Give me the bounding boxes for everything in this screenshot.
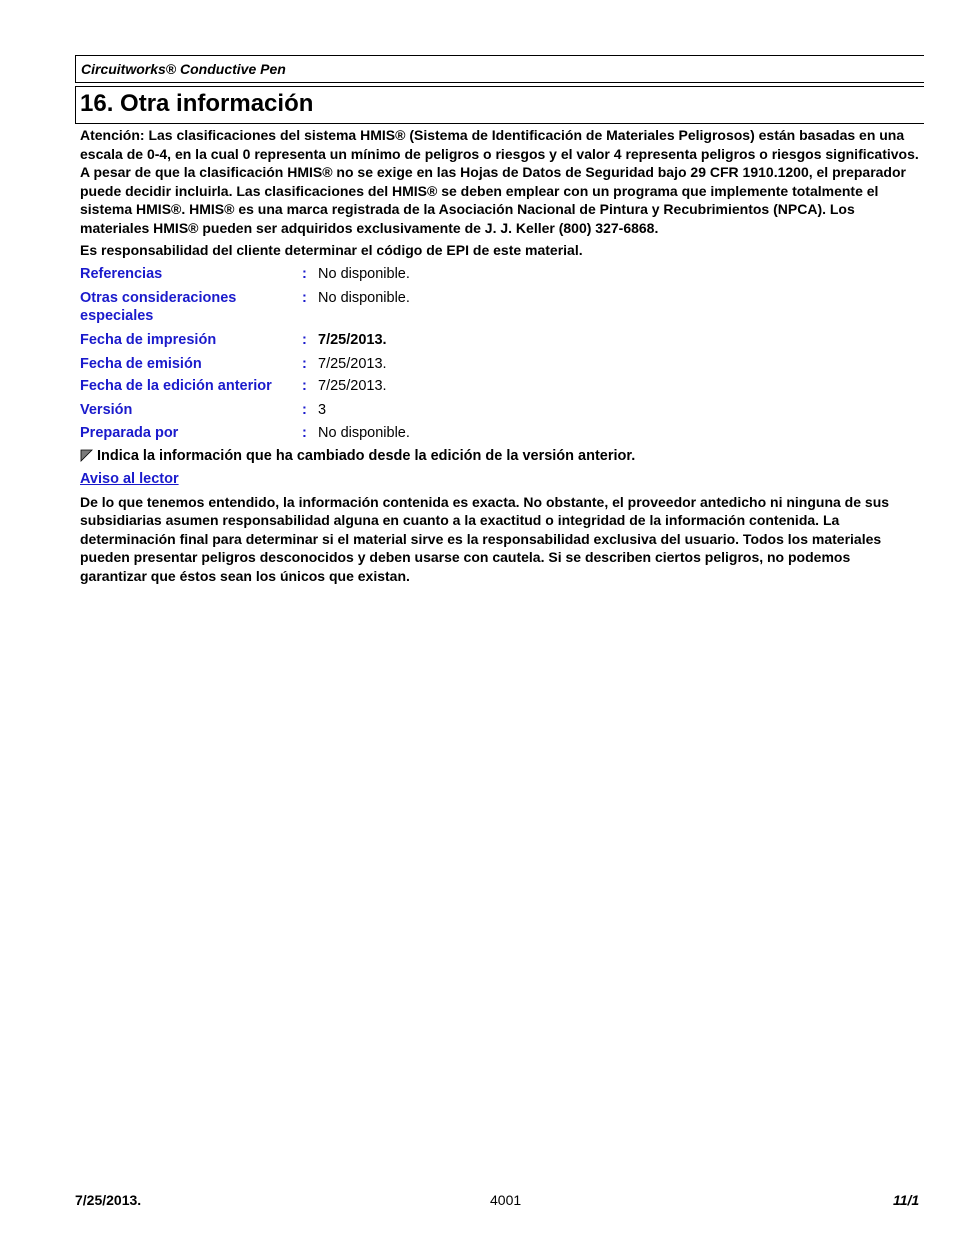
change-marker-icon xyxy=(80,449,93,462)
field-row-version xyxy=(80,401,920,419)
field-colon: : xyxy=(302,424,307,441)
field-value: 3 xyxy=(318,401,327,418)
section-content xyxy=(80,126,920,585)
field-value: No disponible. xyxy=(318,289,410,306)
field-value: No disponible. xyxy=(318,265,410,282)
footer-code: 4001 xyxy=(490,1192,522,1208)
field-row-fecha-impresion xyxy=(80,331,920,349)
product-header-box xyxy=(75,55,924,83)
product-name: Circuitworks® Conductive Pen xyxy=(81,61,286,77)
field-row-fecha-emision xyxy=(80,355,920,373)
field-row-preparada-por xyxy=(80,424,920,442)
section-header-box xyxy=(75,86,924,124)
epi-note: Es responsabilidad del cliente determinar el código de EPI de este material. xyxy=(80,242,583,258)
field-label: Versión xyxy=(80,401,133,418)
field-label: Referencias xyxy=(80,265,163,282)
field-label: Fecha de impresión xyxy=(80,331,217,348)
reader-notice-heading xyxy=(80,470,920,488)
hmis-note: Atención: Las clasificaciones del sistema HMIS® (Sistema de Identificación de Materiales Peligrosos) están basadas en una escala de 0-4, en la cual 0 representa un mínimo de peligros o riesgos y el valor 4 representa peligros o riesgos significativos. A pesar de que la clasificación HMIS® no se exige en las Hojas de Datos de Seguridad bajo 29 CFR 1910.1200, el preparador puede decidir incluirla. Las clasificaciones del HMIS® se deben emplear con un programa que implemente totalmente el sistema HMIS®. HMIS® es una marca registrada de la Asociación Nacional de Pintura y Recubrimientos (NPCA). Los materiales HMIS® pueden ser adquiridos exclusivamente de J. J. Keller (800) 327-6868. xyxy=(80,127,919,236)
field-label: Preparada por xyxy=(80,424,179,441)
field-label: Fecha de la edición anterior xyxy=(80,377,272,394)
field-colon: : xyxy=(302,289,307,306)
field-value: 7/25/2013. xyxy=(318,377,387,394)
field-colon: : xyxy=(302,401,307,418)
field-colon: : xyxy=(302,377,307,394)
field-colon: : xyxy=(302,265,307,282)
field-row-otras-consideraciones xyxy=(80,289,920,325)
footer-date: 7/25/2013. xyxy=(75,1192,142,1208)
change-notice-text: Indica la información que ha cambiado desde la edición de la versión anterior. xyxy=(97,447,636,464)
field-colon: : xyxy=(302,331,307,348)
field-colon: : xyxy=(302,355,307,372)
reader-notice-text: De lo que tenemos entendido, la información contenida es exacta. No obstante, el proveedor antedicho ni ninguna de sus subsidiarias asumen responsabilidad alguna en cuanto a la exactitud o integridad de la información contenida. La determinación final para determinar si el material sirve es la responsabilidad exclusiva del usuario. Todos los materiales pueden presentar peligros desconocidos y deben usarse con cautela. Si se describen ciertos peligros, no podemos garantizar que éstos sean los únicos que existan. xyxy=(80,493,890,584)
footer-page-number: 11/1 xyxy=(893,1192,920,1208)
section-title: 16. Otra información xyxy=(80,90,314,117)
field-label: Otras consideraciones especiales xyxy=(80,289,237,324)
field-row-referencias xyxy=(80,265,920,283)
field-value: No disponible. xyxy=(318,424,410,441)
reader-notice-link[interactable]: Aviso al lector xyxy=(80,470,179,487)
field-row-fecha-edicion-anterior xyxy=(80,377,920,395)
info-fields xyxy=(80,265,920,442)
field-label: Fecha de emisión xyxy=(80,355,202,372)
field-value: 7/25/2013. xyxy=(318,331,387,348)
change-notice xyxy=(80,447,920,465)
field-value: 7/25/2013. xyxy=(318,355,387,372)
